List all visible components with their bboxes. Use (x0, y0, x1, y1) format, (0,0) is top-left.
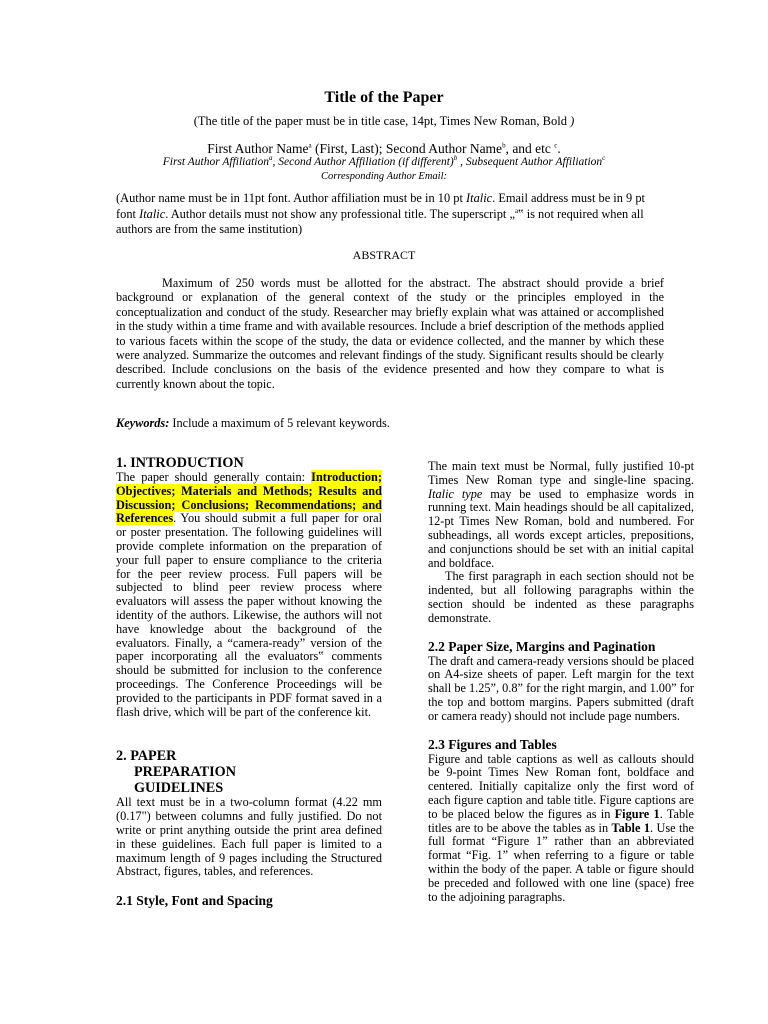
paper-title: Title of the Paper (324, 89, 444, 106)
figures-text-3: . Use the full format “Figure 1” rather than an abbreviated format “Fig. 1” when referring to a figure or table within the body of the paper. A table or figure should be preceded and followed with one line (space) free to the adjoining paragraphs. (428, 820, 694, 904)
first-paragraph-rule: The first paragraph in each section should not be indented, but all following paragraphs within the section should be indented as these paragraphs demonstrate. (428, 569, 694, 625)
author-names-part4: . (557, 141, 561, 156)
guidelines-heading-line2: PREPARATION (134, 764, 236, 781)
table-1-ref: Table 1 (611, 820, 650, 835)
main-text-part2: may be used to emphasize words in running text. Main headings should be all capitalized, 12-pt Times New Roman, bold and numbered. For subheadings, all words except articles, prepositions, and conjunctions should be set with an initial capital and boldface. (428, 486, 694, 570)
guidelines-heading-line1: 2. PAPER (116, 748, 177, 765)
note-text-4: ‟ is not required when all authors are from the same institution) (116, 206, 644, 236)
title-instructions-close: ) (570, 114, 575, 128)
keywords (116, 416, 664, 431)
introduction-body (116, 471, 382, 719)
style-font-spacing-heading: 2.1 Style, Font and Spacing (116, 893, 273, 909)
note-italic-1: Italic (466, 191, 493, 205)
author-names-part3: , and etc (505, 141, 555, 156)
title-instructions (0, 114, 768, 129)
guidelines-body: All text must be in a two-column format (4.22 mm (0.17") between columns and fully justified. Do not write or print anything outside the print area defined in these guidelines. Each full paper is limited to a maximum length of 9 pages including the Structured Abstract, figures, tables, and references. (116, 795, 382, 879)
intro-highlighted-sections: Introduction; Objectives; Materials and Methods; Results and Discussion; Conclusions; Recommendations; and References (116, 470, 382, 526)
title-instructions-text: (The title of the paper must be in title case, 14pt, Times New Roman, Bold (193, 114, 571, 128)
note-text-2: . Email address must be in 9 pt font (116, 191, 645, 221)
sup-c: c (554, 141, 558, 150)
introduction-heading: 1. INTRODUCTION (116, 455, 244, 471)
keywords-label: Keywords: (116, 416, 170, 430)
sup-b: b (502, 141, 506, 150)
intro-text-post: . You should submit a full paper for oral or poster presentation. The following guidelines will provide complete information on the preparation of your full paper to ensure compliance to the criteria for the peer review process. Full papers will be subjected to blind peer review process where evaluators will assess the paper without knowing the identity of the authors. Likewise, the authors will not have knowledge about the background of the evaluators. Finally, a “camera-ready” version of the paper incorporating all the evaluators‟ comments should be submitted for inclusion to the conference proceedings. The Conference Proceedings will be provided to the participants in PDF format saved in a flash drive, which will be part of the conference kit. (116, 511, 382, 719)
figure-1-ref: Figure 1 (614, 806, 660, 821)
affil-sup-c: c (602, 154, 606, 163)
intro-text-pre: The paper should generally contain: (116, 470, 312, 484)
italic-type-word: Italic type (428, 486, 483, 501)
main-text-paragraph (428, 460, 694, 570)
figures-text-1: Figure and table captions as well as callouts should be 9-point Times New Roman font, boldface and centered. Initially capitalize only the first word of each figure caption and table title. Figure captions are to be placed below the figures as in (428, 751, 694, 821)
figures-text-2: . Table titles are to be above the tables as in (428, 806, 694, 835)
author-affiliations (0, 156, 768, 168)
author-names-part1: First Author Name (207, 141, 309, 156)
left-column (116, 455, 382, 909)
affil-first: First Author Affiliation (162, 156, 270, 168)
note-italic-2: Italic (139, 206, 166, 221)
paper-size-heading: 2.2 Paper Size, Margins and Pagination (428, 638, 656, 654)
figures-tables-body (428, 753, 694, 905)
guidelines-heading (116, 748, 382, 796)
figures-tables-heading: 2.3 Figures and Tables (428, 736, 557, 752)
abstract-body: Maximum of 250 words must be allotted for the abstract. The abstract should provide a brief background or explanation of the general context of the study or the principles employed in the conceptualization and conduct of the study. Researcher may briefly explain what was attained or accomplished in the study within a time frame and with available resources. Include a brief description of the methods applied to various facets within the scope of the study, the data or evidence collected, and the manner by which these were analyzed. Summarize the outcomes and relevant findings of the study. Significant results should be clearly described. Include conclusions on the basis of the evidence presented and how they compare to what is currently known about the topic. (116, 276, 664, 391)
abstract-heading: ABSTRACT (352, 248, 416, 262)
main-text-part1: The main text must be Normal, fully justified 10-pt Times New Roman type and single-line spacing. (428, 459, 694, 487)
right-column (428, 460, 694, 904)
author-format-note (116, 191, 664, 238)
author-names-part2: (First, Last); Second Author Name (311, 141, 503, 156)
note-sup: a (514, 206, 519, 215)
guidelines-heading-line3: GUIDELINES (134, 780, 224, 797)
corresponding-email: Corresponding Author Email: (320, 171, 447, 182)
note-text-1: (Author name must be in 11pt font. Author affiliation must be in 10 pt (116, 191, 466, 205)
affil-sup-a: a (269, 154, 273, 163)
note-text-3: . Author details must not show any professional title. The superscript „ (165, 206, 515, 221)
paper-size-body: The draft and camera-ready versions should be placed on A4-size sheets of paper. Left margin for the text shall be 1.25”, 0.8” for the right margin, and 1.00” for the top and bottom margins. Papers submitted (draft or camera ready) should not include page numbers. (428, 653, 694, 723)
affil-subsequent: , Subsequent Author Affiliation (457, 156, 603, 168)
affil-second: , Second Author Affiliation (if different) (272, 156, 454, 168)
author-names (0, 141, 768, 157)
keywords-text: Include a maximum of 5 relevant keywords. (169, 416, 390, 430)
sup-a: a (308, 141, 312, 150)
affil-sup-b: b (453, 154, 458, 163)
